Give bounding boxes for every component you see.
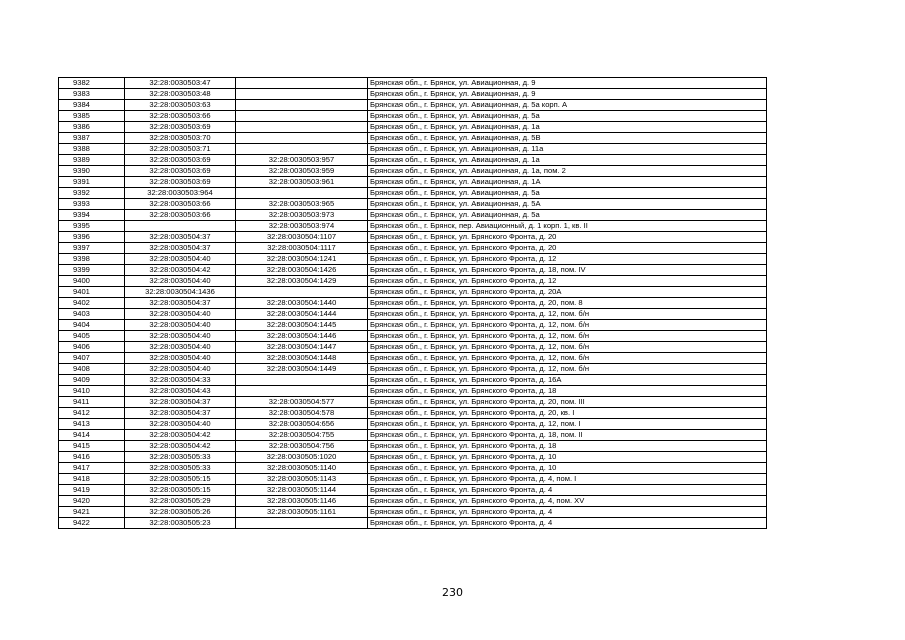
row-number-cell: 9407 (59, 353, 125, 364)
object-number-cell: 32:28:0030504:756 (236, 441, 368, 452)
table-row (59, 210, 767, 221)
table-row (59, 144, 767, 155)
row-number-cell: 9408 (59, 364, 125, 375)
table-row (59, 298, 767, 309)
table-row (59, 463, 767, 474)
table-row (59, 166, 767, 177)
object-number-cell: 32:28:0030503:959 (236, 166, 368, 177)
object-number-cell (236, 144, 368, 155)
registry-table-body (59, 78, 767, 529)
parcel-number-cell (125, 221, 236, 232)
table-row (59, 243, 767, 254)
object-number-cell (236, 375, 368, 386)
table-row (59, 507, 767, 518)
table-row (59, 364, 767, 375)
table-row (59, 78, 767, 89)
address-cell: Брянская обл., г. Брянск, ул. Брянского Фронта, д. 12, пом. б/н (368, 364, 767, 375)
table-row (59, 408, 767, 419)
object-number-cell: 32:28:0030505:1144 (236, 485, 368, 496)
address-cell: Брянская обл., г. Брянск, ул. Брянского Фронта, д. 18, пом. II (368, 430, 767, 441)
address-cell: Брянская обл., г. Брянск, ул. Брянского Фронта, д. 10 (368, 463, 767, 474)
object-number-cell: 32:28:0030504:1446 (236, 331, 368, 342)
parcel-number-cell: 32:28:0030503:69 (125, 177, 236, 188)
parcel-number-cell: 32:28:0030504:37 (125, 397, 236, 408)
table-row (59, 287, 767, 298)
row-number-cell: 9422 (59, 518, 125, 529)
table-row (59, 430, 767, 441)
object-number-cell: 32:28:0030505:1161 (236, 507, 368, 518)
parcel-number-cell: 32:28:0030504:37 (125, 232, 236, 243)
object-number-cell (236, 89, 368, 100)
object-number-cell: 32:28:0030505:1020 (236, 452, 368, 463)
parcel-number-cell: 32:28:0030504:40 (125, 419, 236, 430)
parcel-number-cell: 32:28:0030504:43 (125, 386, 236, 397)
object-number-cell (236, 133, 368, 144)
table-row (59, 452, 767, 463)
table-row (59, 342, 767, 353)
row-number-cell: 9382 (59, 78, 125, 89)
parcel-number-cell: 32:28:0030503:69 (125, 166, 236, 177)
table-row (59, 221, 767, 232)
address-cell: Брянская обл., г. Брянск, ул. Авиационная, д. 5а корп. А (368, 100, 767, 111)
row-number-cell: 9418 (59, 474, 125, 485)
row-number-cell: 9406 (59, 342, 125, 353)
address-cell: Брянская обл., г. Брянск, ул. Брянского Фронта, д. 20, пом. 8 (368, 298, 767, 309)
object-number-cell: 32:28:0030504:1107 (236, 232, 368, 243)
parcel-number-cell: 32:28:0030503:71 (125, 144, 236, 155)
row-number-cell: 9385 (59, 111, 125, 122)
parcel-number-cell: 32:28:0030505:23 (125, 518, 236, 529)
object-number-cell: 32:28:0030504:577 (236, 397, 368, 408)
table-row (59, 89, 767, 100)
parcel-number-cell: 32:28:0030503:66 (125, 111, 236, 122)
row-number-cell: 9403 (59, 309, 125, 320)
table-row (59, 485, 767, 496)
parcel-number-cell: 32:28:0030504:40 (125, 320, 236, 331)
row-number-cell: 9405 (59, 331, 125, 342)
row-number-cell: 9397 (59, 243, 125, 254)
row-number-cell: 9417 (59, 463, 125, 474)
table-row (59, 100, 767, 111)
table-row (59, 320, 767, 331)
parcel-number-cell: 32:28:0030504:1436 (125, 287, 236, 298)
table-row (59, 309, 767, 320)
parcel-number-cell: 32:28:0030503:66 (125, 199, 236, 210)
row-number-cell: 9420 (59, 496, 125, 507)
address-cell: Брянская обл., г. Брянск, ул. Брянского Фронта, д. 12, пом. б/н (368, 353, 767, 364)
table-row (59, 518, 767, 529)
address-cell: Брянская обл., г. Брянск, ул. Авиационная, д. 5В (368, 133, 767, 144)
object-number-cell: 32:28:0030504:1440 (236, 298, 368, 309)
object-number-cell: 32:28:0030505:1143 (236, 474, 368, 485)
table-row (59, 276, 767, 287)
address-cell: Брянская обл., г. Брянск, ул. Брянского Фронта, д. 4, пом. XV (368, 496, 767, 507)
parcel-number-cell: 32:28:0030503:70 (125, 133, 236, 144)
table-row (59, 111, 767, 122)
address-cell: Брянская обл., г. Брянск, ул. Авиационная, д. 5а (368, 111, 767, 122)
row-number-cell: 9412 (59, 408, 125, 419)
address-cell: Брянская обл., г. Брянск, ул. Брянского Фронта, д. 12, пом. б/н (368, 320, 767, 331)
object-number-cell (236, 188, 368, 199)
address-cell: Брянская обл., г. Брянск, ул. Брянского Фронта, д. 12 (368, 276, 767, 287)
table-row (59, 397, 767, 408)
object-number-cell (236, 111, 368, 122)
row-number-cell: 9383 (59, 89, 125, 100)
address-cell: Брянская обл., г. Брянск, ул. Брянского Фронта, д. 4 (368, 507, 767, 518)
address-cell: Брянская обл., г. Брянск, ул. Брянского Фронта, д. 12, пом. I (368, 419, 767, 430)
row-number-cell: 9411 (59, 397, 125, 408)
row-number-cell: 9388 (59, 144, 125, 155)
table-row (59, 188, 767, 199)
parcel-number-cell: 32:28:0030504:40 (125, 331, 236, 342)
address-cell: Брянская обл., г. Брянск, ул. Брянского Фронта, д. 12, пом. б/н (368, 331, 767, 342)
object-number-cell (236, 100, 368, 111)
row-number-cell: 9421 (59, 507, 125, 518)
address-cell: Брянская обл., г. Брянск, ул. Авиационная, д. 5а (368, 188, 767, 199)
object-number-cell: 32:28:0030504:1429 (236, 276, 368, 287)
row-number-cell: 9389 (59, 155, 125, 166)
address-cell: Брянская обл., г. Брянск, ул. Брянского Фронта, д. 20А (368, 287, 767, 298)
parcel-number-cell: 32:28:0030504:40 (125, 342, 236, 353)
row-number-cell: 9391 (59, 177, 125, 188)
address-cell: Брянская обл., г. Брянск, ул. Брянского Фронта, д. 18 (368, 386, 767, 397)
table-row (59, 375, 767, 386)
object-number-cell: 32:28:0030505:1140 (236, 463, 368, 474)
registry-table (58, 77, 767, 529)
row-number-cell: 9413 (59, 419, 125, 430)
parcel-number-cell: 32:28:0030504:40 (125, 309, 236, 320)
table-row (59, 419, 767, 430)
table-row (59, 353, 767, 364)
table-row (59, 122, 767, 133)
row-number-cell: 9404 (59, 320, 125, 331)
address-cell: Брянская обл., г. Брянск, ул. Брянского Фронта, д. 12 (368, 254, 767, 265)
object-number-cell: 32:28:0030504:755 (236, 430, 368, 441)
parcel-number-cell: 32:28:0030505:15 (125, 485, 236, 496)
row-number-cell: 9400 (59, 276, 125, 287)
address-cell: Брянская обл., г. Брянск, ул. Брянского Фронта, д. 20, пом. III (368, 397, 767, 408)
address-cell: Брянская обл., г. Брянск, ул. Авиационная, д. 1а (368, 155, 767, 166)
table-row (59, 265, 767, 276)
row-number-cell: 9396 (59, 232, 125, 243)
table-row (59, 155, 767, 166)
parcel-number-cell: 32:28:0030504:42 (125, 441, 236, 452)
parcel-number-cell: 32:28:0030505:33 (125, 463, 236, 474)
address-cell: Брянская обл., г. Брянск, ул. Брянского Фронта, д. 20, кв. I (368, 408, 767, 419)
object-number-cell: 32:28:0030504:1445 (236, 320, 368, 331)
row-number-cell: 9414 (59, 430, 125, 441)
address-cell: Брянская обл., г. Брянск, ул. Брянского Фронта, д. 18, пом. IV (368, 265, 767, 276)
object-number-cell: 32:28:0030504:1444 (236, 309, 368, 320)
row-number-cell: 9398 (59, 254, 125, 265)
parcel-number-cell: 32:28:0030505:26 (125, 507, 236, 518)
row-number-cell: 9415 (59, 441, 125, 452)
object-number-cell (236, 122, 368, 133)
object-number-cell: 32:28:0030504:656 (236, 419, 368, 430)
parcel-number-cell: 32:28:0030505:15 (125, 474, 236, 485)
table-row (59, 177, 767, 188)
row-number-cell: 9387 (59, 133, 125, 144)
address-cell: Брянская обл., г. Брянск, ул. Брянского Фронта, д. 4, пом. I (368, 474, 767, 485)
parcel-number-cell: 32:28:0030504:42 (125, 265, 236, 276)
table-row (59, 474, 767, 485)
parcel-number-cell: 32:28:0030504:42 (125, 430, 236, 441)
parcel-number-cell: 32:28:0030505:33 (125, 452, 236, 463)
table-row (59, 232, 767, 243)
object-number-cell: 32:28:0030503:973 (236, 210, 368, 221)
object-number-cell: 32:28:0030504:1448 (236, 353, 368, 364)
parcel-number-cell: 32:28:0030503:69 (125, 155, 236, 166)
parcel-number-cell: 32:28:0030504:40 (125, 353, 236, 364)
object-number-cell: 32:28:0030504:1241 (236, 254, 368, 265)
address-cell: Брянская обл., г. Брянск, ул. Брянского Фронта, д. 4 (368, 518, 767, 529)
row-number-cell: 9401 (59, 287, 125, 298)
row-number-cell: 9395 (59, 221, 125, 232)
address-cell: Брянская обл., г. Брянск, ул. Брянского Фронта, д. 4 (368, 485, 767, 496)
row-number-cell: 9392 (59, 188, 125, 199)
page-number: 230 (442, 586, 463, 599)
parcel-number-cell: 32:28:0030504:37 (125, 298, 236, 309)
address-cell: Брянская обл., г. Брянск, ул. Авиационная, д. 1а (368, 122, 767, 133)
parcel-number-cell: 32:28:0030504:40 (125, 254, 236, 265)
table-row (59, 386, 767, 397)
row-number-cell: 9409 (59, 375, 125, 386)
row-number-cell: 9416 (59, 452, 125, 463)
address-cell: Брянская обл., г. Брянск, ул. Брянского Фронта, д. 16А (368, 375, 767, 386)
table-row (59, 199, 767, 210)
parcel-number-cell: 32:28:0030503:47 (125, 78, 236, 89)
address-cell: Брянская обл., г. Брянск, ул. Авиационная, д. 1а, пом. 2 (368, 166, 767, 177)
address-cell: Брянская обл., г. Брянск, ул. Авиационная, д. 11а (368, 144, 767, 155)
row-number-cell: 9384 (59, 100, 125, 111)
object-number-cell: 32:28:0030504:578 (236, 408, 368, 419)
parcel-number-cell: 32:28:0030503:63 (125, 100, 236, 111)
object-number-cell (236, 78, 368, 89)
object-number-cell: 32:28:0030505:1146 (236, 496, 368, 507)
table-row (59, 331, 767, 342)
parcel-number-cell: 32:28:0030503:48 (125, 89, 236, 100)
object-number-cell: 32:28:0030503:957 (236, 155, 368, 166)
table-row (59, 254, 767, 265)
parcel-number-cell: 32:28:0030504:40 (125, 364, 236, 375)
parcel-number-cell: 32:28:0030504:37 (125, 408, 236, 419)
parcel-number-cell: 32:28:0030505:29 (125, 496, 236, 507)
address-cell: Брянская обл., г. Брянск, ул. Авиационная, д. 1А (368, 177, 767, 188)
address-cell: Брянская обл., г. Брянск, ул. Брянского Фронта, д. 20 (368, 232, 767, 243)
parcel-number-cell: 32:28:0030504:33 (125, 375, 236, 386)
parcel-number-cell: 32:28:0030504:40 (125, 276, 236, 287)
object-number-cell: 32:28:0030503:974 (236, 221, 368, 232)
object-number-cell (236, 518, 368, 529)
address-cell: Брянская обл., г. Брянск, пер. Авиационный, д. 1 корп. 1, кв. II (368, 221, 767, 232)
address-cell: Брянская обл., г. Брянск, ул. Брянского Фронта, д. 12, пом. б/н (368, 342, 767, 353)
address-cell: Брянская обл., г. Брянск, ул. Брянского Фронта, д. 10 (368, 452, 767, 463)
object-number-cell: 32:28:0030503:961 (236, 177, 368, 188)
row-number-cell: 9393 (59, 199, 125, 210)
row-number-cell: 9399 (59, 265, 125, 276)
row-number-cell: 9410 (59, 386, 125, 397)
object-number-cell: 32:28:0030504:1117 (236, 243, 368, 254)
row-number-cell: 9419 (59, 485, 125, 496)
table-row (59, 133, 767, 144)
object-number-cell: 32:28:0030503:965 (236, 199, 368, 210)
address-cell: Брянская обл., г. Брянск, ул. Брянского Фронта, д. 18 (368, 441, 767, 452)
row-number-cell: 9394 (59, 210, 125, 221)
parcel-number-cell: 32:28:0030503:66 (125, 210, 236, 221)
row-number-cell: 9386 (59, 122, 125, 133)
row-number-cell: 9402 (59, 298, 125, 309)
address-cell: Брянская обл., г. Брянск, ул. Авиационная, д. 9 (368, 78, 767, 89)
parcel-number-cell: 32:28:0030503:69 (125, 122, 236, 133)
address-cell: Брянская обл., г. Брянск, ул. Брянского Фронта, д. 12, пом. б/н (368, 309, 767, 320)
table-row (59, 441, 767, 452)
row-number-cell: 9390 (59, 166, 125, 177)
address-cell: Брянская обл., г. Брянск, ул. Авиационная, д. 5А (368, 199, 767, 210)
object-number-cell (236, 386, 368, 397)
object-number-cell (236, 287, 368, 298)
object-number-cell: 32:28:0030504:1447 (236, 342, 368, 353)
parcel-number-cell: 32:28:0030504:37 (125, 243, 236, 254)
table-row (59, 496, 767, 507)
object-number-cell: 32:28:0030504:1426 (236, 265, 368, 276)
object-number-cell: 32:28:0030504:1449 (236, 364, 368, 375)
address-cell: Брянская обл., г. Брянск, ул. Авиационная, д. 5а (368, 210, 767, 221)
address-cell: Брянская обл., г. Брянск, ул. Брянского Фронта, д. 20 (368, 243, 767, 254)
parcel-number-cell: 32:28:0030503:964 (125, 188, 236, 199)
address-cell: Брянская обл., г. Брянск, ул. Авиационная, д. 9 (368, 89, 767, 100)
